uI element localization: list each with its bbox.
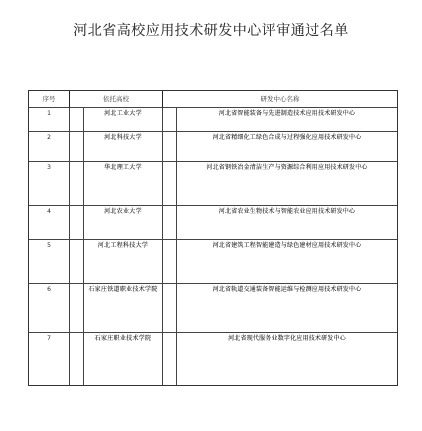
row-school: 河北农业大学	[83, 206, 162, 240]
row-center: 河北省建筑工程智能建造与绿色建材应用技术研发中心	[176, 240, 397, 284]
row-index: 6	[29, 284, 69, 333]
header-school-label: 依托高校	[103, 95, 129, 103]
row-index: 1	[29, 108, 69, 132]
row-index: 5	[29, 240, 69, 284]
table-row	[29, 206, 397, 240]
row-index: 4	[29, 206, 69, 240]
row-school: 华北理工大学	[83, 162, 162, 206]
row-center: 河北省轨道交通装备智能运维与检测应用技术研发中心	[176, 284, 397, 333]
row-school: 河北科技大学	[83, 132, 162, 162]
table-header-row	[29, 91, 397, 108]
table-row	[29, 132, 397, 162]
header-center	[162, 91, 397, 108]
row-center: 河北省农业生物技术与智能农业应用技术研发中心	[176, 206, 397, 240]
header-index: 序号	[29, 91, 69, 108]
table-row	[29, 108, 397, 132]
row-school: 石家庄职业技术学院	[83, 333, 162, 385]
row-center: 河北省智能装备与先进制造技术应用技术研发中心	[176, 108, 397, 132]
table-row	[29, 162, 397, 206]
document-title: 河北省高校应用技术研发中心评审通过名单	[73, 23, 349, 39]
row-index: 7	[47, 335, 51, 342]
header-school	[69, 91, 162, 108]
row-index: 3	[29, 162, 69, 206]
header-center-label: 研发中心名称	[260, 95, 300, 103]
approved-list-table	[28, 90, 398, 386]
row-center: 河北省现代服务业数字化应用技术研发中心	[176, 333, 397, 385]
row-center: 河北省钢铁冶金清洁生产与资源综合利用应用技术研发中心	[176, 162, 397, 206]
table-row	[29, 333, 397, 385]
table-row	[29, 240, 397, 284]
row-school: 河北工程科技大学	[83, 240, 162, 284]
row-school: 河北工业大学	[83, 108, 162, 132]
row-center: 河北省精细化工绿色合成与过程强化应用技术研发中心	[176, 132, 397, 162]
table-row	[29, 284, 397, 333]
row-school: 石家庄铁道职业技术学院	[83, 284, 162, 333]
row-index: 2	[29, 132, 69, 162]
